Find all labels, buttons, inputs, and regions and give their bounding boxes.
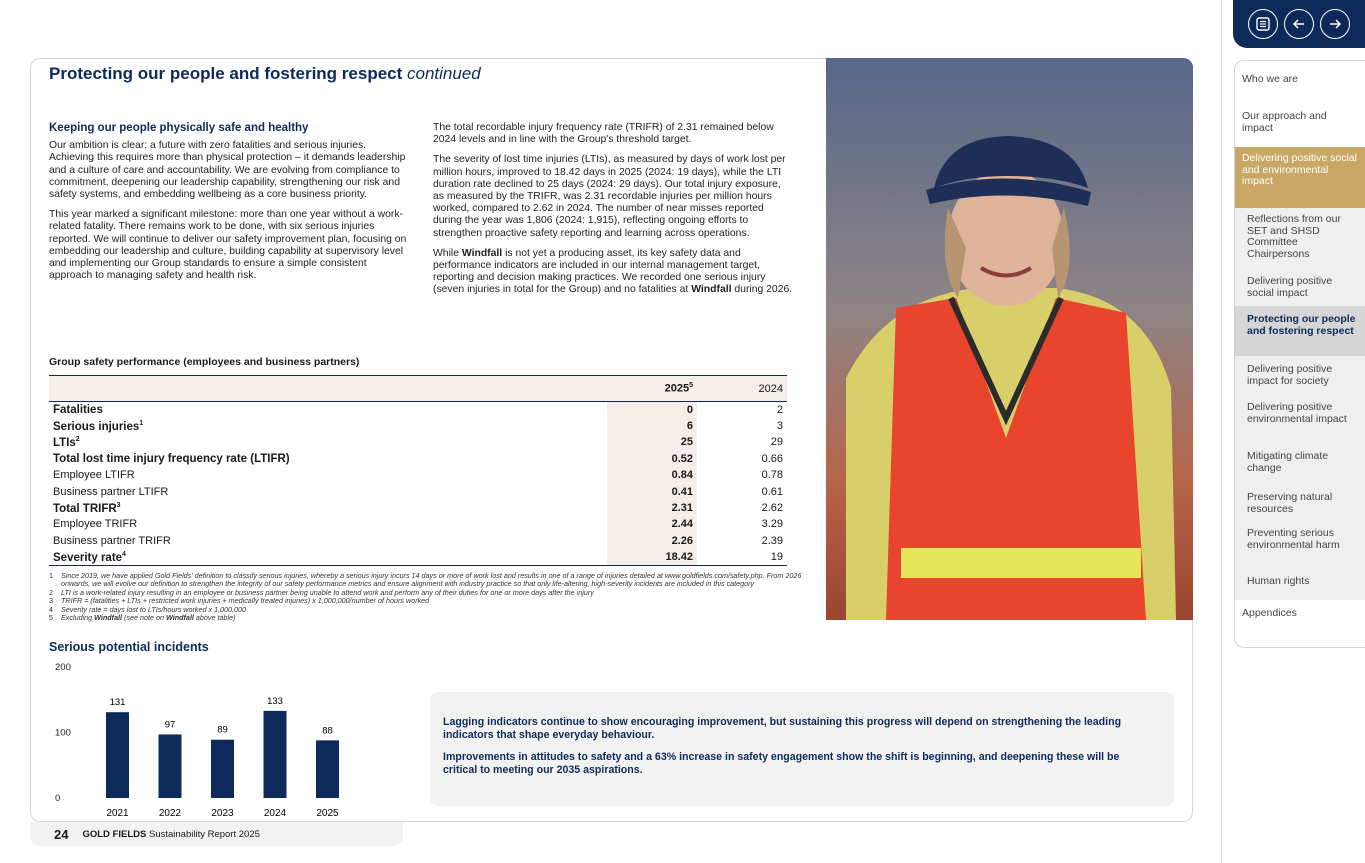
nav-item-environmental-impact[interactable]: Delivering positive environmental impact [1235,394,1365,444]
value-2024: 0.61 [761,485,783,498]
value-2024: 3.29 [761,518,783,531]
nav-item-reflections[interactable]: Reflections from our SET and SHSD Committee Chairpersons [1235,208,1365,306]
footnote: 4 Severity rate = days lost to LTIs/hours worked x 1,000,000 [49,604,247,614]
table-row [49,549,787,565]
table-row [49,483,787,499]
nav-list [1234,60,1365,648]
bar-value-label: 133 [267,695,283,707]
callout-text: Improvements in attitudes to safety and a 63% increase in safety engagement show the shift is beginning, and deepening these will be critical to meeting our 2035 aspirations. [443,751,1120,776]
row-label: Business partner LTIFR [53,485,169,498]
value-2025: 25 [607,434,697,450]
middle-column [433,122,793,305]
value-2024: 0.66 [761,452,783,465]
bar [159,734,182,798]
table-header-label [49,376,607,402]
worker-illustration [826,58,1193,620]
table-row [49,500,787,516]
footnote: 3 TRIFR = (fatalities + LTIs + restricted work injuries + medically treated injuries) x 1,000,000/number of hours worked [49,596,430,606]
table-row [49,533,787,549]
value-2024: 2.62 [761,502,783,515]
nav-item-who-we-are[interactable]: Who we are [1242,73,1299,85]
left-column [49,122,411,290]
value-2025: 0 [607,402,697,418]
table-row [49,402,787,418]
page-number: 24 [54,826,69,842]
value-2025: 18.42 [607,549,697,565]
bar-value-label: 88 [322,725,333,737]
page-title: Protecting our people and fostering respect continued [49,64,481,83]
table-row [49,451,787,467]
table-row [49,467,787,483]
table-row [49,516,787,532]
y-tick-label: 0 [55,793,61,804]
value-2024: 29 [770,436,783,449]
report-name: Sustainability Report 2025 [148,828,260,840]
value-2025: 2.26 [607,533,697,549]
x-category-label: 2021 [106,808,129,819]
spi-bar-chart [49,657,349,822]
nav-toolbar [1233,0,1365,48]
nav-item-env-harm[interactable]: Preventing serious environmental harm [1235,522,1365,568]
bar-value-label: 89 [217,724,228,736]
bar [106,712,129,798]
footnotes [49,572,809,622]
paragraph: The severity of lost time injuries (LTIs), as measured by days of work lost per million hours, improved to 18.42 days in 2025 (2024: 19 days), while the LTI duration rate declined to 25 days (2024: 29 days). Our total injury exposure, as measured by the TRIFR, was 2.31 recordable injuries per million hours worked, compared to 2.62 in 2024. The number of near misses reported during the year was 1,806 (2024: 1,915), reflecting ongoing efforts to strengthen proactive safety reporting and learning across operations. [433,154,786,239]
page-footer [30,822,403,846]
nav-item-approach[interactable]: Our approach and impact [1242,110,1327,134]
table-title: Group safety performance (employees and business partners) [49,356,360,368]
bar-value-label: 97 [164,719,176,731]
row-label: Employee TRIFR [53,518,138,531]
contents-icon[interactable] [1248,9,1278,39]
table-header-2025: 2025$^5$ [607,376,697,402]
nav-item-appendices[interactable]: Appendices [1242,607,1297,619]
row-label: Fatalities [53,403,103,416]
x-category-label: 2023 [211,808,234,819]
footnote: 1 Since 2019, we have applied Gold Fields' definition to classify serious injuries, whereby a serious injury incurs 14 days or more of work lost and results in one of a range of injuries detailed at www.goldfields.com/safety.php. From 2026 onwards, we will evolve our definition to strengthen the integrity of our safety performance metrics and ensure alignment with industry practice so that only life-altering, high-severity incidents are included in this category [49,571,802,589]
bar [211,740,234,798]
bar-value-label: 131 [109,697,126,709]
y-tick-label: 200 [55,662,71,673]
value-2025: 2.44 [607,516,697,532]
x-category-label: 2022 [158,808,182,819]
nav-item-impact-society[interactable]: Delivering positive impact for society [1235,356,1365,394]
value-2024: 3 [776,420,783,433]
paragraph: The total recordable injury frequency rate (TRIFR) of 2.31 remained below 2024 levels and in line with the Group's threshold target. [433,122,774,146]
value-2025: 0.41 [607,483,697,499]
table-row [49,418,787,434]
worker-photo [826,58,1193,620]
section-heading: Keeping our people physically safe and healthy [49,122,309,134]
value-2024: 2 [776,403,783,416]
nav-item-human-rights[interactable]: Human rights [1235,568,1365,600]
nav-item-climate[interactable]: Mitigating climate change [1235,444,1365,484]
safety-table [49,375,787,566]
y-tick-label: 100 [55,727,71,739]
row-label: Total lost time injury frequency rate (LTIFR) [53,452,290,465]
callout-text: Lagging indicators continue to show encouraging improvement, but sustaining this progress will depend on strengthening the leading indicators that shape everyday behaviour. [443,716,1122,741]
row-label: Severity rate$^4$ [49,549,607,565]
table-header-2024: 2024 [697,376,787,402]
nav-item-social-impact[interactable]: Delivering positive social impact [1235,267,1365,307]
bar [316,740,339,798]
row-label: Business partner TRIFR [53,534,171,547]
value-2024: 0.78 [761,469,783,482]
row-label: Employee LTIFR [53,469,135,482]
callout-box [430,692,1174,806]
footnote: 2 LTI is a work-related injury resulting in an employee or business partner being unable to attend work and perform any of their duties for one or more days after the injury [49,587,594,597]
row-label: LTIs$^2$ [53,436,80,449]
chart-title: Serious potential incidents [49,640,209,654]
nav-item-protecting-people[interactable]: Protecting our people and fostering respect [1235,306,1365,356]
x-category-label: 2024 [263,808,287,819]
nav-item-delivering-impact[interactable]: Delivering positive social and environmental impact [1235,147,1365,208]
arrow-right-icon[interactable] [1320,9,1350,39]
value-2025: 2.31 [607,500,697,516]
nav-item-natural-resources[interactable]: Preserving natural resources [1235,484,1365,522]
paragraph: Our ambition is clear: a future with zero fatalities and serious injuries. Achieving this requires more than physical protection – it demands leadership and a culture of care and accountability. We are evolving from compliance to commitment, deepening our leadership capability, strengthening our risk and safety systems, and embedding wellbeing as a core business priority. [49,140,406,201]
value-2025: 6 [607,418,697,434]
row-label: Serious injuries$^1$ [53,419,144,433]
x-category-label: 2025 [316,808,339,819]
row-label: Total TRIFR$^3$ [53,501,121,515]
windfall-paragraph: While Windfall is not yet a producing asset, its key safety data and performance indicators are included in our internal management target, reporting and decision making practices. We recorded one serious injury (seven injuries in total for the Group) and no fatalities at Windfall during 2026. [433,247,793,296]
brand-name: GOLD FIELDS [82,828,147,840]
paragraph: This year marked a significant milestone: more than one year without a work-related fatality. There remains work to be done, with six serious injuries reported. We will continue to deliver our safety improvement plan, focusing on embedding our leadership and culture, building capability at supervisory level and implementing our Group standards to ensure a simple consistent approach to managing safety and health risk. [49,209,407,282]
value-2025: 0.84 [607,467,697,483]
arrow-left-icon[interactable] [1284,9,1314,39]
footnote: 5 Excluding Windfall (see note on Windfall above table) [49,613,236,623]
table-row [49,434,787,450]
value-2025: 0.52 [607,451,697,467]
value-2024: 2.39 [761,534,783,547]
value-2024: 19 [697,549,787,565]
bar [264,711,287,798]
